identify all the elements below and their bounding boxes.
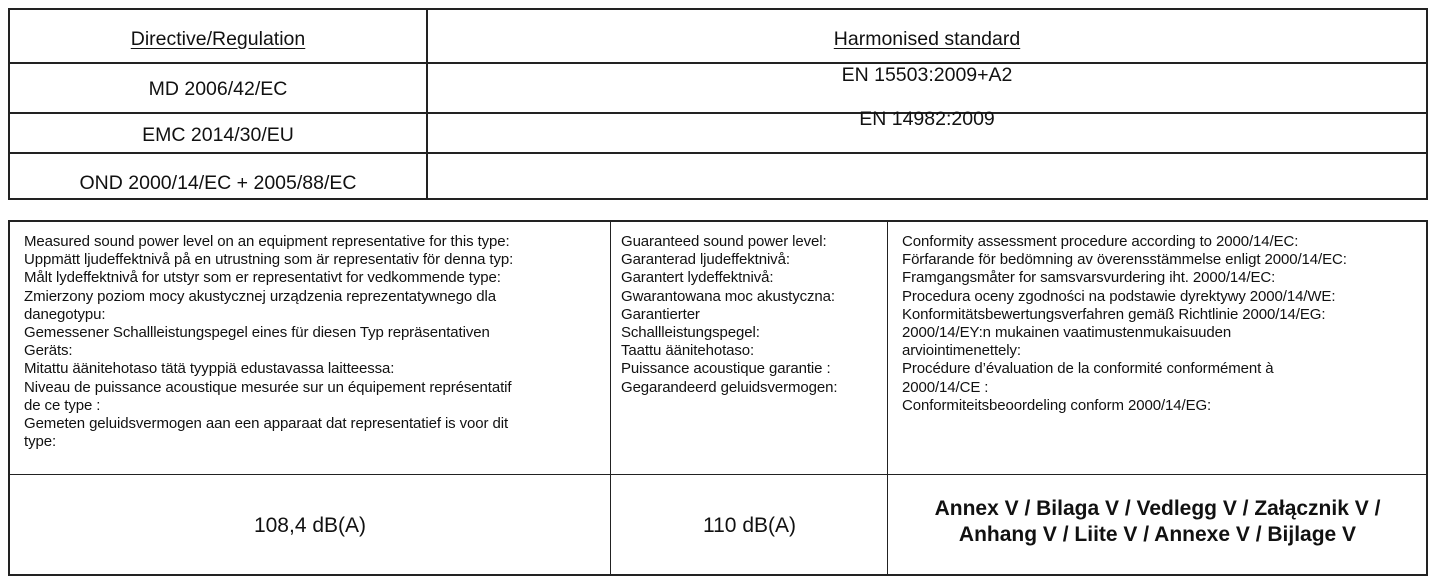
row-divider bbox=[10, 474, 1426, 475]
text-line: Gemessener Schallleistungspegel eines für diesen Typ repräsentativen bbox=[24, 324, 490, 342]
annex-reference bbox=[889, 496, 1426, 548]
text-line: Measured sound power level on an equipment representative for this type: bbox=[24, 233, 510, 250]
text-line: Schallleistungspegel: bbox=[621, 324, 760, 342]
text-line: Gwarantowana moc akustyczna: bbox=[621, 287, 835, 305]
text-line: type: bbox=[24, 433, 57, 451]
measured-level-value: 108,4 dB(A) bbox=[253, 514, 367, 537]
text-line: Procédure d’évaluation de la conformité conformément à bbox=[902, 360, 1274, 378]
text-line: Zmierzony poziom mocy akustycznej urządzenia reprezentatywnego dla bbox=[24, 287, 496, 305]
annex-line: Anhang V / Liite V / Annexe V / Bijlage V bbox=[958, 523, 1357, 546]
text-line: Geräts: bbox=[24, 342, 73, 360]
directive-md: MD 2006/42/EC bbox=[148, 78, 288, 100]
text-line: Puissance acoustique garantie : bbox=[621, 360, 831, 378]
text-line: Gegarandeerd geluidsvermogen: bbox=[621, 378, 838, 396]
text-line: Målt lydeffektnivå for utstyr som er representativt for vedkommende type: bbox=[24, 269, 501, 287]
assessment-procedure-label bbox=[902, 233, 1347, 415]
text-line: Uppmätt ljudeffektnivå på en utrustning som är representativ för denna typ: bbox=[24, 251, 514, 269]
standard-md: EN 15503:2009+A2 bbox=[841, 64, 1013, 86]
column-divider bbox=[610, 222, 611, 574]
text-line: Conformiteitsbeoordeling conform 2000/14/EG: bbox=[902, 396, 1212, 414]
text-line: Procedura oceny zgodności na podstawie dyrektywy 2000/14/WE: bbox=[902, 287, 1336, 305]
text-line: 2000/14/CE : bbox=[902, 378, 989, 396]
text-line: Niveau de puissance acoustique mesurée sur un équipement représentatif bbox=[24, 378, 512, 396]
annex-line: Annex V / Bilaga V / Vedlegg V / Załącznik V / bbox=[934, 497, 1381, 520]
text-line: arviointimenettely: bbox=[902, 342, 1021, 360]
text-line: Taattu äänitehotaso: bbox=[621, 342, 755, 360]
text-line: Garanterad ljudeffektnivå: bbox=[621, 251, 790, 269]
row-divider bbox=[10, 152, 1426, 154]
text-line: danegotypu: bbox=[24, 305, 106, 323]
measured-level-label bbox=[24, 233, 513, 451]
sound-level-table bbox=[8, 220, 1428, 576]
text-line: de ce type : bbox=[24, 396, 101, 414]
text-line: Konformitätsbewertungsverfahren gemäß Richtlinie 2000/14/EG: bbox=[902, 305, 1326, 323]
text-line: Framgangsmåter for samsvarsvurdering iht. 2000/14/EC: bbox=[902, 269, 1276, 287]
column-divider bbox=[887, 222, 888, 574]
directive-ond: OND 2000/14/EC + 2005/88/EC bbox=[79, 172, 357, 194]
text-line: Mitattu äänitehotaso tätä tyyppiä edustavassa laitteessa: bbox=[24, 360, 395, 378]
standard-emc: EN 14982:2009 bbox=[859, 108, 995, 130]
text-line: Gemeten geluidsvermogen aan een apparaat dat representatief is voor dit bbox=[24, 415, 509, 433]
text-line: 2000/14/EY:n mukainen vaatimustenmukaisuuden bbox=[902, 324, 1232, 342]
text-line: Garantierter bbox=[621, 305, 700, 323]
text-line: Guaranteed sound power level: bbox=[621, 233, 827, 250]
text-line: Förfarande för bedömning av överensstämmelse enligt 2000/14/EC: bbox=[902, 251, 1347, 269]
text-line: Conformity assessment procedure according to 2000/14/EC: bbox=[902, 233, 1299, 250]
guaranteed-level-value: 110 dB(A) bbox=[703, 514, 796, 537]
header-directive: Directive/Regulation bbox=[130, 28, 306, 50]
guaranteed-level-label bbox=[621, 233, 837, 397]
directive-emc: EMC 2014/30/EU bbox=[142, 124, 294, 146]
directive-standard-table bbox=[8, 8, 1428, 200]
header-standard: Harmonised standard bbox=[833, 28, 1021, 50]
text-line: Garantert lydeffektnivå: bbox=[621, 269, 774, 287]
